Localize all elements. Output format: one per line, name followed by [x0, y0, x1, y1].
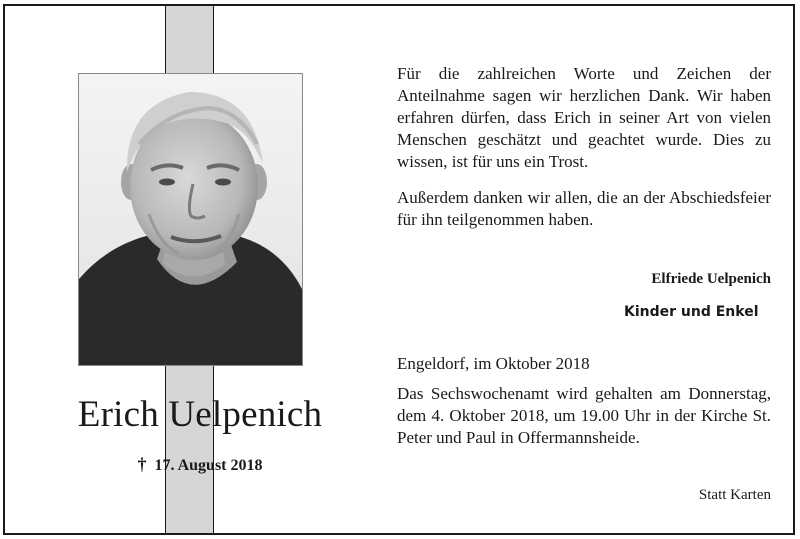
signature-secondary: Kinder und Enkel	[624, 304, 759, 320]
portrait-photo	[78, 73, 303, 366]
death-date-line	[45, 454, 355, 475]
mass-paragraph: Das Sechswochenamt wird gehalten am Donnerstag, dem 4. Oktober 2018, um 19.00 Uhr in der Kirche St. Peter und Paul in Offermannsheide.	[397, 384, 771, 447]
footer-note: Statt Karten	[698, 487, 771, 503]
cross-icon: †	[137, 454, 147, 474]
obituary-card	[3, 4, 795, 535]
portrait-image	[79, 74, 302, 365]
thanks-paragraph: Für die zahlreichen Worte und Zeichen der Anteilnahme sagen wir herzlichen Dank. Wir haben erfahren dürfen, dass Erich in seiner Art von vielen Menschen geschätzt und geachtet wurde. Dies zu wissen, ist für uns ein Trost.	[397, 64, 771, 171]
deceased-name: Erich Uelpenich	[77, 394, 323, 435]
place-date: Engeldorf, im Oktober 2018	[397, 354, 590, 373]
signature-primary: Elfriede Uelpenich	[651, 271, 771, 287]
death-date: 17. August 2018	[154, 457, 263, 474]
farewell-paragraph: Außerdem danken wir allen, die an der Abschiedsfeier für ihn teilgenommen haben.	[397, 188, 771, 229]
